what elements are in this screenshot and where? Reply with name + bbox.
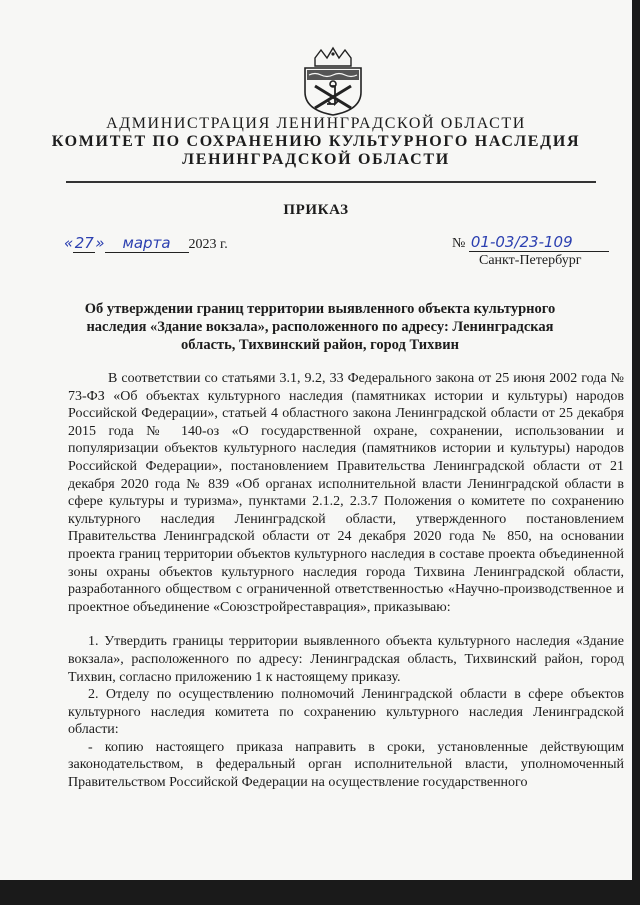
header-divider bbox=[66, 181, 596, 183]
number-value: 01-03/23-109 bbox=[469, 234, 609, 252]
city: Санкт-Петербург bbox=[479, 253, 582, 268]
date-month: марта bbox=[105, 235, 189, 253]
date-close-quote: » bbox=[95, 234, 105, 252]
order-subject: Об утверждении границ территории выявленного объекта культурного наследия «Здание вокзала», расположенного по адресу: Ленинградская область, Тихвинский район, город Тихвин bbox=[84, 301, 556, 353]
header-administration: АДМИНИСТРАЦИЯ ЛЕНИНГРАДСКОЙ ОБЛАСТИ bbox=[106, 115, 526, 132]
order-date bbox=[64, 234, 228, 253]
item-2-dash-1: - копию настоящего приказа направить в сроки, установленные действующим законодательством, в федеральный орган исполнительной власти, уполномоченный Правительством Российской Федерации на осуществление государственного bbox=[68, 739, 624, 791]
item-2: 2. Отделу по осуществлению полномочий Ленинградской области в сфере объектов культурного наследия комитета по сохранению культурного наследия Ленинградской области: bbox=[68, 687, 624, 738]
coat-of-arms-icon bbox=[301, 46, 365, 116]
order-number bbox=[452, 234, 609, 252]
number-prefix: № bbox=[452, 236, 466, 251]
item-1: 1. Утвердить границы территории выявленного объекта культурного наследия «Здание вокзала», расположенного по адресу: Ленинградская область, Тихвинский район, город Тихвин, согласно приложению 1 к настоящему приказу. bbox=[68, 634, 624, 685]
intro-paragraph: В соответствии со статьями 3.1, 9.2, 33 Федерального закона от 25 июня 2002 года № 73-ФЗ «Об объектах культурного наследия (памятниках истории и культуры) народов Российской Федерации», статьей 4 областного закона Ленинградской области от 25 декабря 2015 года № 140-оз «О государственной охране, сохранении, использовании и популяризации объектов культурного наследия (памятников истории и культуры) народов Российской Федерации», постановлением Правительства Ленинградской области от 21 декабря 2020 года № 839 «Об органах исполнительной власти Ленинградской области в сфере культуры и туризма», пунктами 2.1.2, 2.3.7 Положения о комитете по сохранению культурного наследия Ленинградской области, утвержденного постановлением Правительства Ленинградской области от 24 декабря 2020 года № 850, на основании проекта границ территории объектов культурного наследия в составе проекта объединенной зоны охраны объектов культурного наследия города Тихвина Ленинградской области, разработанного обществом с ограниченной ответственностью «Научно-производственное и проектное объединение «Союзстройреставрация», приказываю: bbox=[68, 371, 624, 615]
header-committee: КОМИТЕТ ПО СОХРАНЕНИЮ КУЛЬТУРНОГО НАСЛЕДИЯ bbox=[51, 133, 581, 150]
header-oblast: ЛЕНИНГРАДСКОЙ ОБЛАСТИ bbox=[182, 151, 450, 168]
document-title: ПРИКАЗ bbox=[283, 202, 349, 218]
order-body bbox=[68, 370, 624, 792]
date-day: 27 bbox=[74, 234, 94, 252]
date-open-quote: « bbox=[64, 234, 74, 252]
date-year: 2023 г. bbox=[188, 237, 228, 252]
